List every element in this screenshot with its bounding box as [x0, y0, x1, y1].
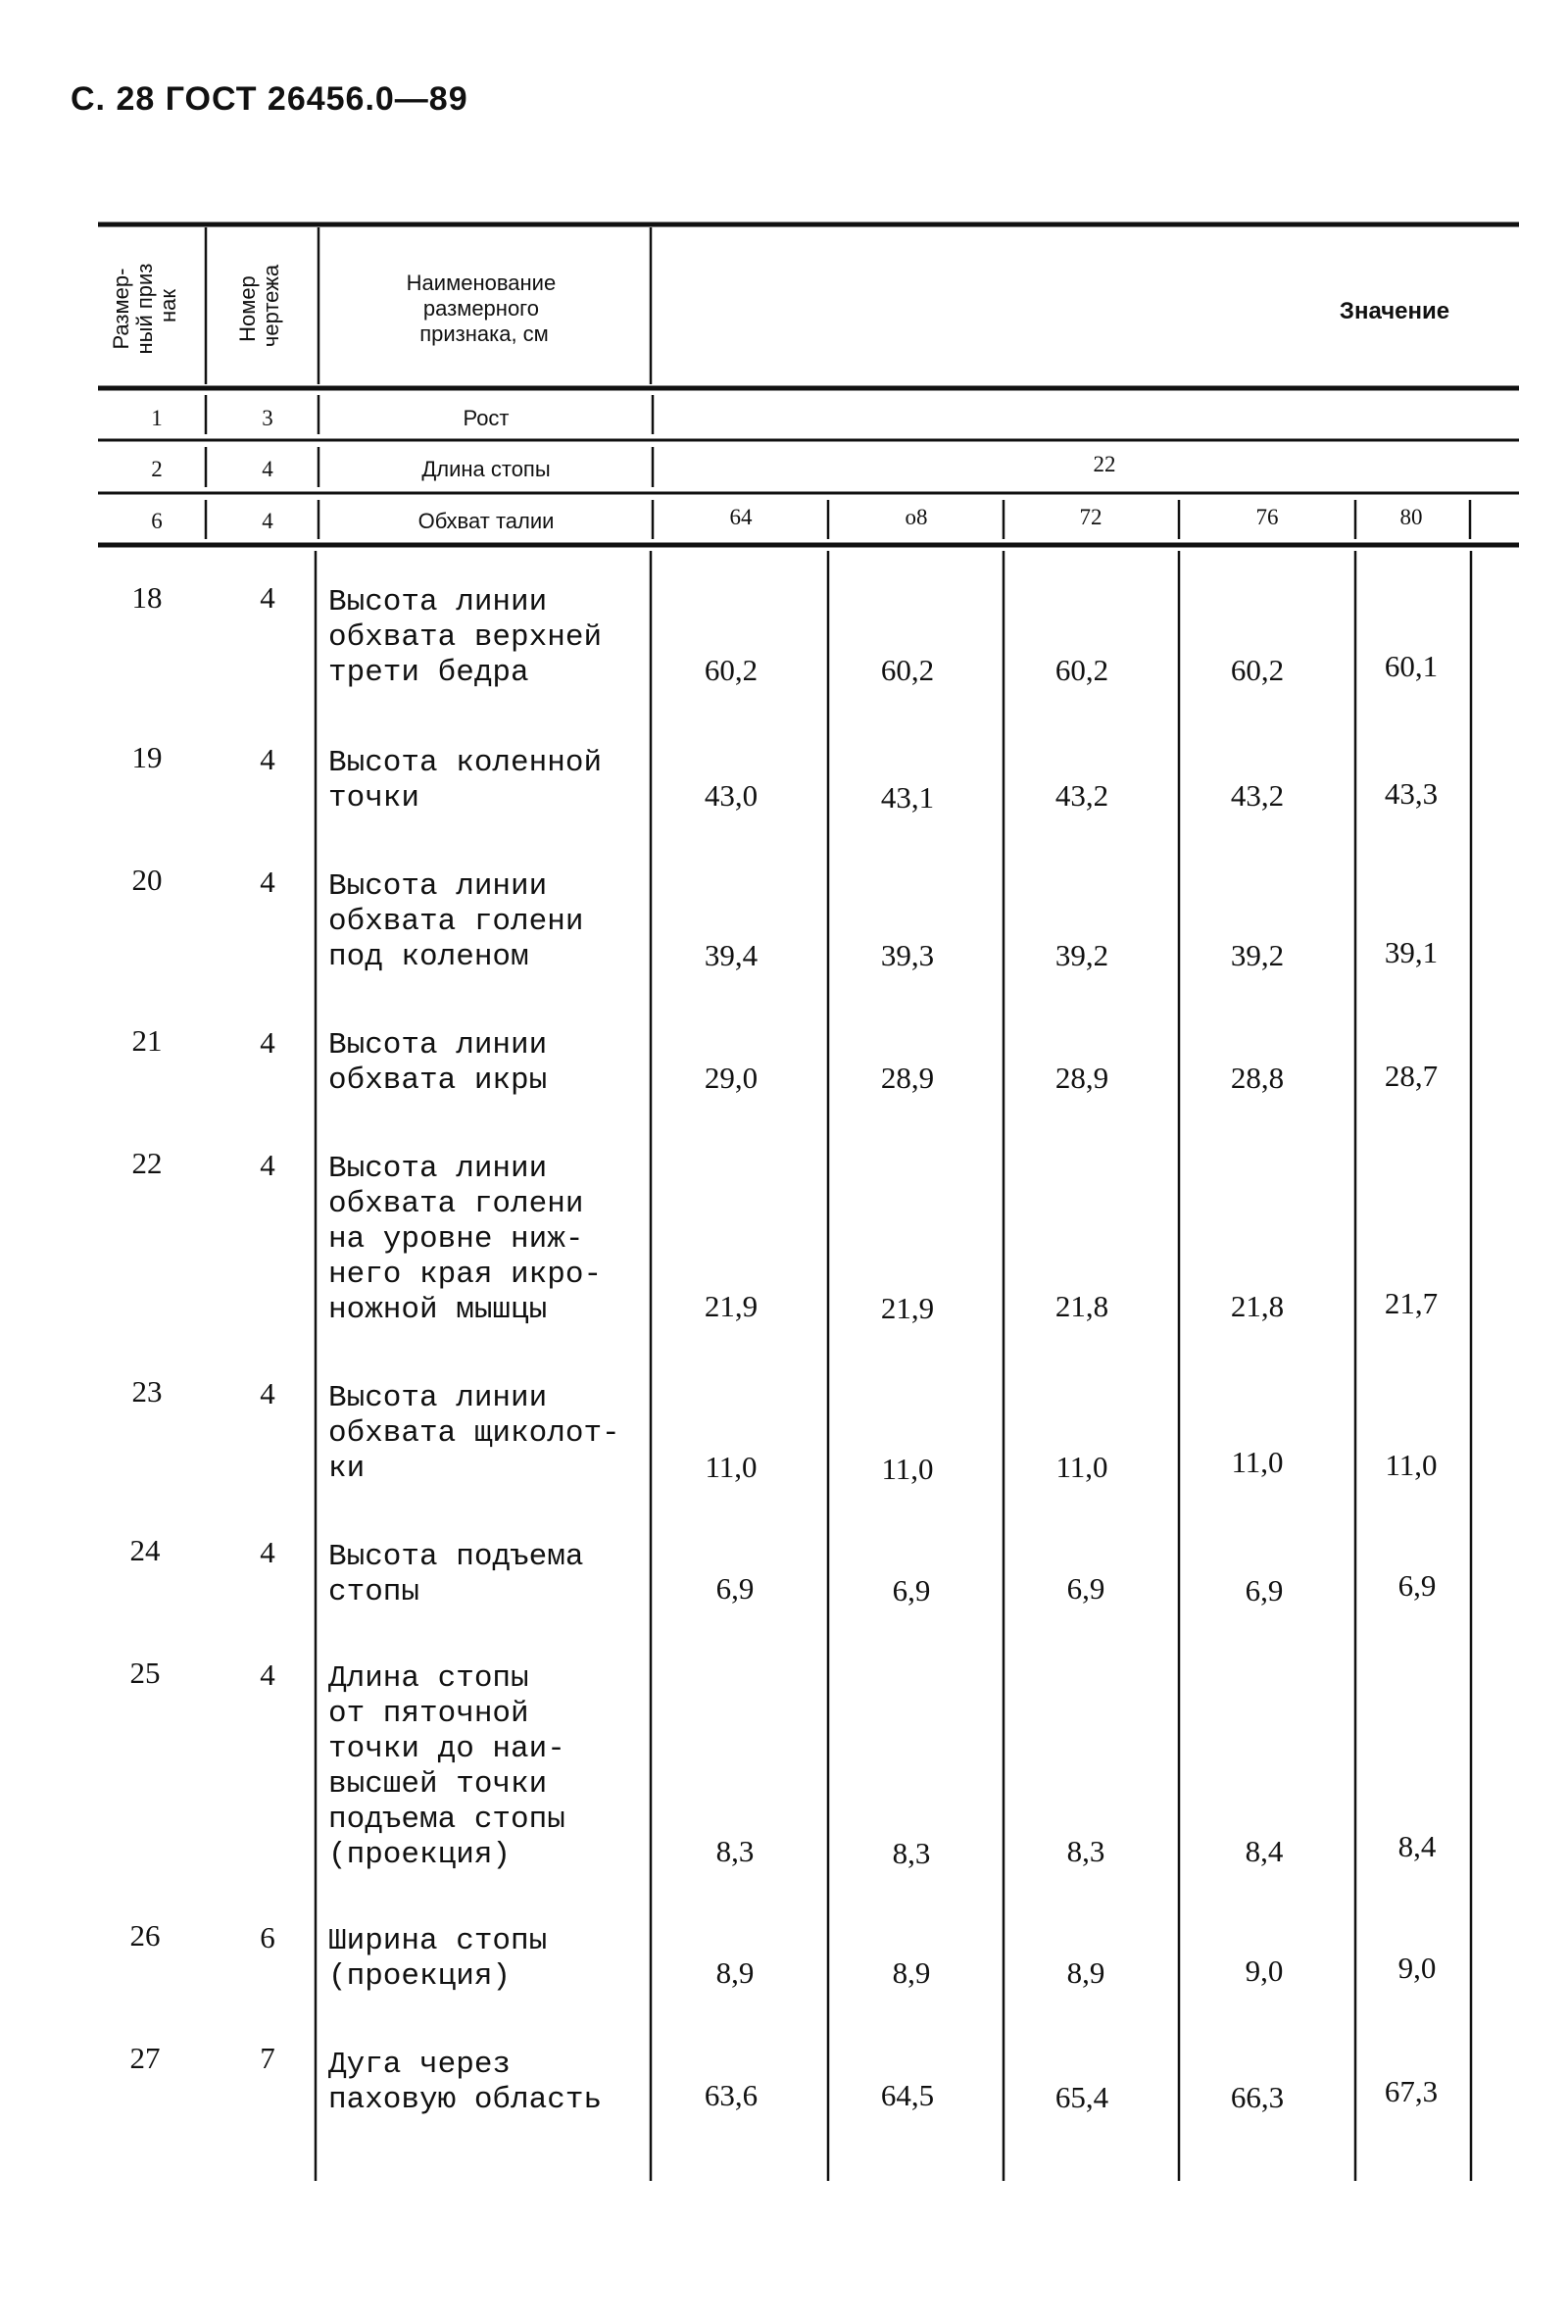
table-row	[132, 1146, 1439, 1327]
row-value: 43,1	[880, 780, 935, 815]
table-row	[132, 1374, 1438, 1486]
header-col1-line2: ный приз	[132, 263, 157, 355]
row-value: 43,2	[1230, 778, 1285, 813]
row-value: 39,2	[1054, 938, 1109, 972]
row-drawing: 4	[260, 580, 275, 615]
row-value: 8,9	[892, 1955, 931, 1990]
row-value: 28,8	[1230, 1061, 1285, 1095]
row-name: Дуга через паховую область	[328, 2048, 603, 2117]
row-drawing: 7	[260, 2041, 275, 2075]
param-code: 2	[151, 457, 163, 481]
param-row	[151, 505, 1422, 533]
row-code: 24	[129, 1533, 161, 1567]
row-value: 39,3	[880, 938, 935, 972]
param-value: o8	[905, 505, 928, 529]
row-value: 60,1	[1384, 649, 1439, 683]
table-row	[132, 863, 1439, 974]
param-value: 64	[729, 505, 753, 529]
row-drawing: 4	[260, 1025, 275, 1060]
row-value: 11,0	[705, 1450, 758, 1484]
row-value: 21,7	[1384, 1286, 1439, 1320]
row-value: 64,5	[880, 2078, 935, 2112]
row-value: 43,2	[1054, 778, 1109, 813]
header-col1-line1: Размер-	[109, 268, 133, 350]
header-col1-line3: нак	[156, 288, 180, 323]
row-code: 20	[131, 863, 163, 897]
row-drawing: 4	[260, 1657, 275, 1692]
row-value: 9,0	[1397, 1951, 1437, 1985]
header-col2	[235, 264, 283, 347]
row-value: 6,9	[1245, 1573, 1284, 1607]
row-drawing: 4	[260, 1535, 275, 1569]
row-code: 18	[131, 580, 163, 615]
row-value: 21,9	[880, 1291, 935, 1325]
row-name: Высота линии обхвата верхней трети бедра	[328, 585, 603, 690]
row-value: 21,8	[1230, 1289, 1285, 1323]
header-col3-line3: признака, см	[419, 321, 549, 346]
row-value: 8,3	[1066, 1834, 1105, 1868]
row-name: Высота линии обхвата голени на уровне ниж- него края икро- ножной мышцы	[328, 1152, 603, 1327]
row-value: 43,3	[1384, 776, 1439, 811]
row-name: Высота линии обхвата голени под коленом	[328, 869, 584, 974]
table-row	[132, 1023, 1439, 1098]
row-value: 6,9	[1066, 1571, 1105, 1606]
header-col3-line1: Наименование	[406, 271, 557, 295]
row-value: 28,9	[880, 1061, 935, 1095]
param-drawing: 3	[262, 406, 273, 430]
row-value: 39,1	[1384, 935, 1439, 969]
row-code: 23	[131, 1374, 163, 1409]
row-value: 66,3	[1230, 2080, 1285, 2114]
row-code: 22	[131, 1146, 163, 1180]
table-row	[132, 740, 1439, 816]
param-drawing: 4	[262, 457, 273, 481]
row-code: 27	[129, 2041, 161, 2075]
row-drawing: 4	[260, 1376, 275, 1410]
table-row	[130, 2041, 1439, 2117]
param-code: 1	[151, 406, 163, 430]
param-name: Рост	[463, 406, 510, 430]
page-header: С. 28 ГОСТ 26456.0—89	[71, 80, 468, 118]
row-name: Ширина стопы (проекция)	[328, 1924, 548, 1994]
row-value: 67,3	[1384, 2074, 1439, 2108]
param-code: 6	[151, 509, 163, 533]
row-value: 21,9	[704, 1289, 759, 1323]
row-name: Высота подъема стопы	[328, 1540, 584, 1609]
header-col3	[407, 271, 563, 346]
row-value: 6,9	[1397, 1568, 1437, 1603]
row-value: 11,0	[1385, 1448, 1438, 1482]
row-value: 8,4	[1245, 1834, 1284, 1868]
row-value: 65,4	[1054, 2080, 1109, 2114]
param-drawing: 4	[262, 509, 273, 533]
row-code: 21	[131, 1023, 163, 1058]
row-code: 25	[129, 1656, 161, 1690]
row-value: 21,8	[1054, 1289, 1109, 1323]
param-name: Обхват талии	[417, 509, 555, 533]
header-col2-line1: Номер	[235, 275, 260, 342]
row-code: 19	[131, 740, 163, 774]
row-value: 8,4	[1397, 1829, 1437, 1863]
row-value: 60,2	[880, 653, 935, 687]
row-value: 60,2	[704, 653, 759, 687]
row-value: 8,9	[1066, 1955, 1105, 1990]
row-name: Длина стопы от пяточной точки до наи- высшей точки подъема стопы (проекция)	[328, 1661, 565, 1872]
row-name: Высота линии обхвата икры	[328, 1028, 548, 1098]
row-drawing: 4	[260, 742, 275, 776]
row-drawing: 4	[260, 865, 275, 899]
row-value: 39,4	[704, 938, 759, 972]
row-code: 26	[129, 1918, 161, 1953]
row-name: Высота линии обхвата щиколот- ки	[328, 1381, 620, 1486]
row-value: 8,3	[715, 1834, 755, 1868]
param-value: 72	[1079, 505, 1102, 529]
table-row	[130, 1656, 1437, 1872]
row-value: 63,6	[704, 2078, 759, 2112]
row-value: 28,7	[1384, 1059, 1439, 1093]
param-name: Длина стопы	[421, 457, 551, 481]
param-value: 76	[1255, 505, 1279, 529]
row-name: Высота коленной точки	[328, 746, 603, 816]
row-value: 60,2	[1054, 653, 1109, 687]
row-value: 29,0	[704, 1061, 759, 1095]
table-row	[130, 1918, 1437, 1994]
row-value: 60,2	[1230, 653, 1285, 687]
header-col2-line2: чертежа	[259, 264, 283, 348]
row-value: 11,0	[1231, 1445, 1284, 1479]
row-drawing: 6	[260, 1920, 275, 1954]
param-value: 80	[1399, 505, 1423, 529]
row-value: 9,0	[1245, 1953, 1284, 1988]
row-value: 8,3	[892, 1836, 931, 1870]
param-value: 22	[1093, 452, 1116, 476]
row-value: 6,9	[715, 1571, 755, 1606]
row-value: 28,9	[1054, 1061, 1109, 1095]
header-col3-line2: размерного	[422, 296, 539, 321]
row-value: 6,9	[892, 1573, 931, 1607]
row-value: 39,2	[1230, 938, 1285, 972]
header-values-label: Значение	[1339, 298, 1450, 324]
row-value: 11,0	[1055, 1450, 1108, 1484]
table-row	[130, 1533, 1437, 1609]
table-row	[132, 580, 1439, 690]
header-col1	[109, 257, 180, 354]
row-value: 8,9	[715, 1955, 755, 1990]
param-row	[151, 452, 1115, 481]
row-drawing: 4	[260, 1148, 275, 1182]
row-value: 11,0	[881, 1452, 934, 1486]
row-value: 43,0	[704, 778, 759, 813]
param-row-dividers	[206, 395, 1470, 539]
